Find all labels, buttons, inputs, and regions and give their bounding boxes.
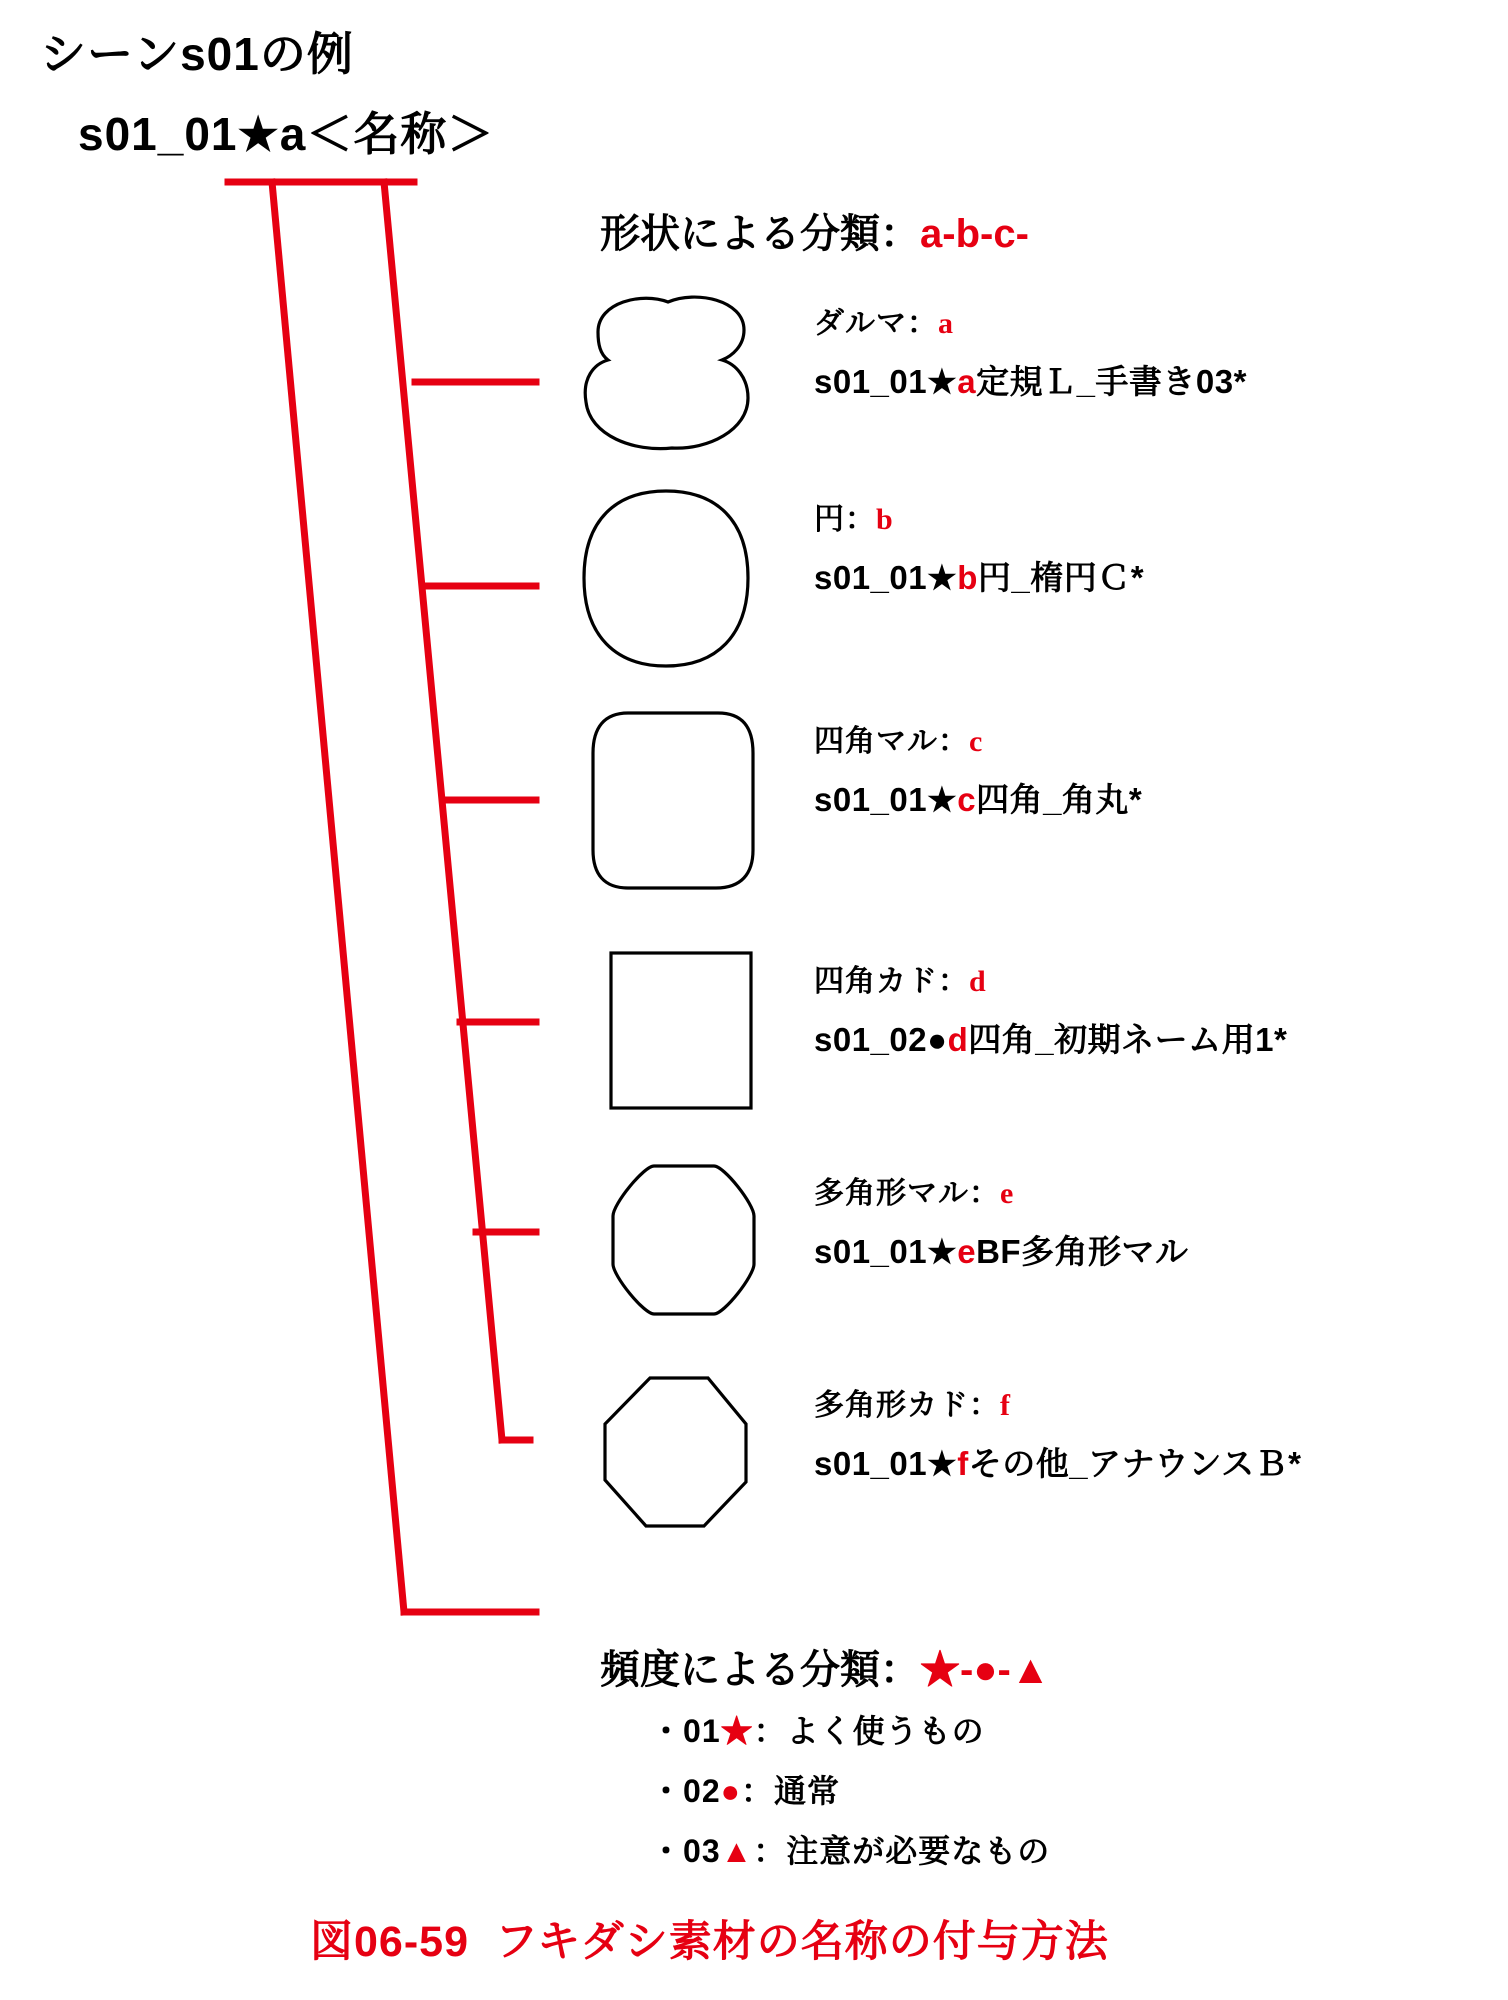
frequency-item-02 <box>650 1766 1050 1812</box>
rounded-square-label-prefix: 四角マル： <box>814 725 969 758</box>
circle-shape-icon <box>576 486 756 671</box>
circle-name-code: b <box>957 559 978 596</box>
polygon-corner-name-after: その他_アナウンスＢ* <box>968 1445 1302 1482</box>
polygon-round-label-code: e <box>1000 1177 1015 1210</box>
square-name-after: 四角_初期ネーム用1* <box>968 1021 1288 1058</box>
frequency-heading-prefix: 頻度による分類： <box>600 1648 920 1692</box>
polygon-round-name-before: s01_01★ <box>814 1233 958 1270</box>
figure-caption <box>310 1908 1109 1969</box>
square-shape-icon <box>606 948 756 1113</box>
circle-label-code: b <box>876 503 894 536</box>
circle-label-prefix: 円： <box>814 503 876 536</box>
triangle-icon: ▲ <box>720 1833 754 1869</box>
rounded-square-label-code: c <box>969 725 984 758</box>
shape-section-heading-codes: a-b-c- <box>920 212 1029 256</box>
frequency-item-01-separator: ： <box>753 1713 787 1749</box>
daruma-label <box>814 298 1247 342</box>
circle-label <box>814 494 1144 538</box>
square-name-before: s01_02● <box>814 1021 948 1058</box>
star-icon: ★ <box>720 1713 754 1749</box>
shape-section-heading-prefix: 形状による分類： <box>600 212 920 256</box>
frequency-item-02-bullet: ・ <box>650 1773 684 1809</box>
polygon-corner-row-text <box>814 1380 1301 1485</box>
daruma-label-code: a <box>938 307 954 340</box>
daruma-row-text <box>814 298 1247 403</box>
polygon-round-asset-name <box>814 1226 1189 1273</box>
square-name-code: d <box>947 1021 969 1058</box>
polygon-round-row-text <box>814 1168 1189 1273</box>
rounded-square-asset-name <box>814 774 1142 821</box>
polygon-round-label <box>814 1168 1189 1212</box>
polygon-corner-shape-icon <box>598 1372 753 1532</box>
daruma-name-code: a <box>957 363 977 400</box>
rounded-square-shape-icon <box>588 708 758 893</box>
polygon-corner-label <box>814 1380 1301 1424</box>
polygon-round-name-code: e <box>957 1233 977 1270</box>
frequency-item-02-separator: ： <box>740 1773 774 1809</box>
square-row-text <box>814 956 1287 1061</box>
frequency-item-03-bullet: ・ <box>650 1833 684 1869</box>
frequency-list <box>650 1706 1050 1886</box>
frequency-item-01-text: よく使うもの <box>786 1713 985 1749</box>
rounded-square-name-after: 四角_角丸* <box>976 781 1143 818</box>
square-asset-name <box>814 1014 1287 1061</box>
frequency-item-01 <box>650 1706 1050 1752</box>
daruma-label-prefix: ダルマ： <box>814 307 938 340</box>
figure-caption-text: フキダシ素材の名称の付与方法 <box>494 1918 1109 1966</box>
frequency-heading-symbols: ★-●-▲ <box>920 1648 1051 1692</box>
rounded-square-name-code: c <box>957 781 977 818</box>
polygon-corner-asset-name <box>814 1438 1301 1485</box>
daruma-shape-icon <box>556 290 776 460</box>
frequency-item-02-code: 02 <box>683 1773 721 1809</box>
rounded-square-row-text <box>814 716 1142 821</box>
daruma-name-before: s01_01★ <box>814 363 958 400</box>
frequency-item-03-text: 注意が必要なもの <box>786 1833 1051 1869</box>
rounded-square-label <box>814 716 1142 760</box>
frequency-item-03-separator: ： <box>753 1833 787 1869</box>
frequency-item-02-text: 通常 <box>773 1773 840 1809</box>
square-label <box>814 956 1287 1000</box>
polygon-round-name-after: BF多角形マル <box>976 1233 1189 1270</box>
daruma-name-after: 定規Ｌ_手書き03* <box>976 363 1247 400</box>
scene-title: シーンs01の例 <box>40 28 354 80</box>
frequency-item-03-code: 03 <box>683 1833 721 1869</box>
frequency-item-03 <box>650 1826 1050 1872</box>
polygon-round-shape-icon <box>606 1160 761 1320</box>
circle-name-before: s01_01★ <box>814 559 958 596</box>
daruma-asset-name <box>814 356 1247 403</box>
frequency-section-heading <box>600 1638 1050 1695</box>
figure-number: 図06-59 <box>310 1918 469 1966</box>
polygon-round-label-prefix: 多角形マル： <box>814 1177 1000 1210</box>
square-label-code: d <box>969 965 987 998</box>
asset-code-title: s01_01★a＜名称＞ <box>78 108 495 160</box>
frequency-item-01-code: 01 <box>683 1713 721 1749</box>
circle-row-text <box>814 494 1144 599</box>
frequency-item-01-bullet: ・ <box>650 1713 684 1749</box>
circle-asset-name <box>814 552 1144 599</box>
square-label-prefix: 四角カド： <box>814 965 969 998</box>
polygon-corner-name-before: s01_01★ <box>814 1445 958 1482</box>
circle-icon: ● <box>720 1773 741 1809</box>
polygon-corner-name-code: f <box>957 1445 969 1482</box>
polygon-corner-label-prefix: 多角形カド： <box>814 1389 1000 1422</box>
rounded-square-name-before: s01_01★ <box>814 781 958 818</box>
shape-section-heading <box>600 202 1029 259</box>
polygon-corner-label-code: f <box>1000 1389 1011 1422</box>
circle-name-after: 円_楕円Ｃ* <box>977 559 1145 596</box>
